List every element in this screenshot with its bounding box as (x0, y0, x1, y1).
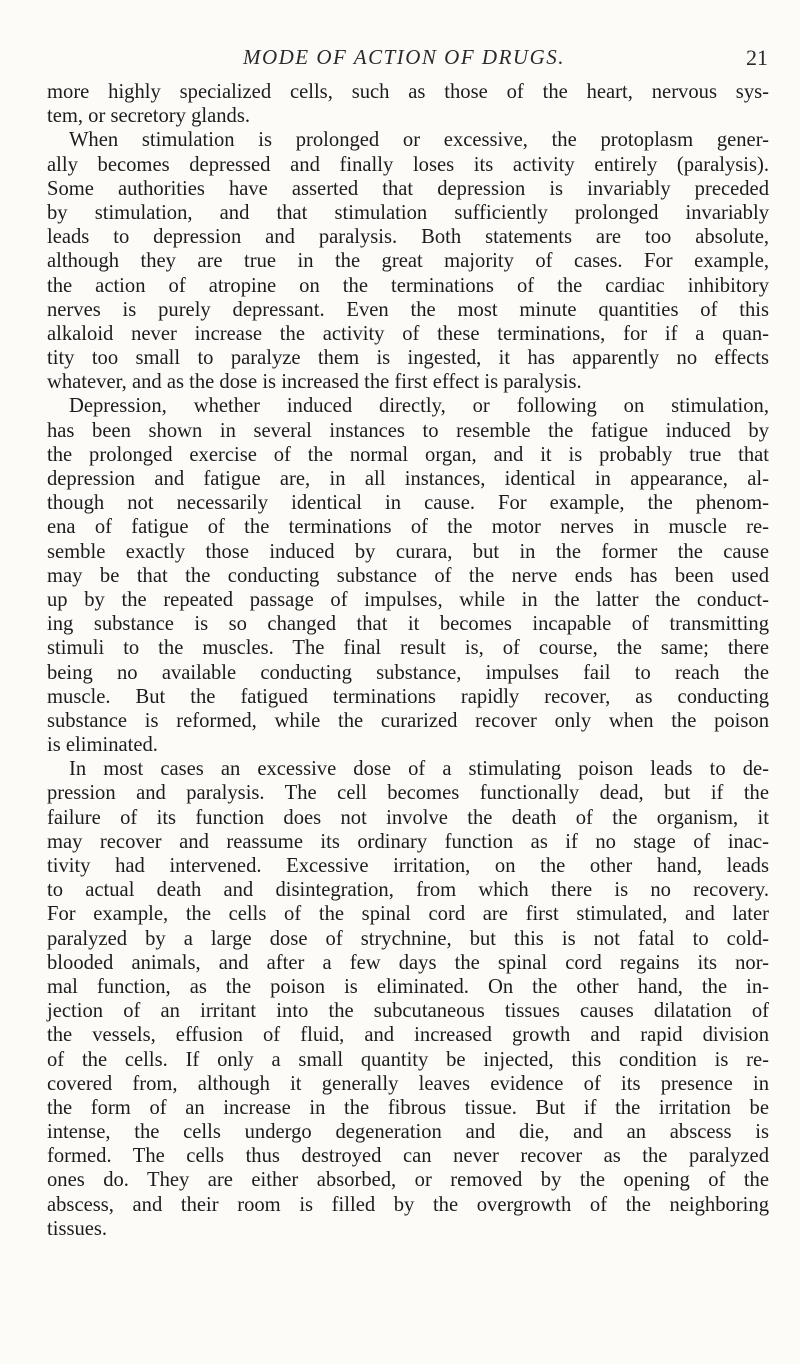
page-number: 21 (746, 45, 768, 70)
text-line: depression and fatigue are, in all instances, identical in appearance, al- (47, 468, 769, 490)
text-line: paralyzed by a large dose of strychnine, but this is not fatal to cold- (47, 927, 769, 950)
text-line: leads to depression and paralysis. Both statements are too absolute, (47, 226, 769, 249)
text-line: tity too small to paralyze them is ingested, it has apparently no effects (47, 347, 769, 370)
paragraph-first-line: Depression, whether induced directly, or following on stimulation, (69, 395, 769, 418)
text-line: the action of atropine on the terminations of the cardiac inhibitory (47, 274, 769, 297)
text-line: nerves is purely depressant. Even the most minute quantities of this (47, 298, 769, 321)
text-line: tivity had intervened. Excessive irritation, on the other hand, leads (47, 855, 769, 877)
text-line: ones do. They are either absorbed, or removed by the opening of the (47, 1169, 769, 1192)
paragraph-first-line: When stimulation is prolonged or excessive, the protoplasm gener- (69, 129, 769, 152)
text-line: although they are true in the great majority of cases. For example, (47, 250, 769, 273)
text-line: the vessels, effusion of fluid, and increased growth and rapid division (47, 1024, 769, 1047)
text-line: ally becomes depressed and finally loses its activity entirely (paralysis). (47, 153, 769, 176)
text-line: mal function, as the poison is eliminated. On the other hand, the in- (47, 975, 769, 998)
text-line: jection of an irritant into the subcutaneous tissues causes dilatation of (47, 1000, 769, 1023)
paragraph-first-line: In most cases an excessive dose of a stimulating poison leads to de- (69, 758, 769, 781)
running-title: MODE OF ACTION OF DRUGS. (242, 45, 565, 69)
text-line: intense, the cells undergo degeneration and die, and an abscess is (47, 1121, 769, 1144)
text-line: the form of an increase in the fibrous tissue. But if the irritation be (47, 1096, 769, 1119)
text-line: tissues. (47, 1217, 108, 1240)
text-line: is eliminated. (47, 734, 158, 757)
text-line: abscess, and their room is filled by the overgrowth of the neighboring (47, 1193, 769, 1216)
text-line: by stimulation, and that stimulation sufficiently prolonged invariably (47, 201, 769, 224)
text-line: ena of fatigue of the terminations of the motor nerves in muscle re- (47, 516, 769, 539)
text-line: may recover and reassume its ordinary function as if no stage of inac- (47, 830, 769, 853)
text-line: tem, or secretory glands. (47, 105, 251, 128)
text-line: being no available conducting substance, impulses fail to reach the (47, 661, 769, 684)
text-line: to actual death and disintegration, from which there is no recovery. (47, 879, 769, 902)
text-line: blooded animals, and after a few days the spinal cord regains its nor- (47, 951, 769, 974)
text-line: more highly specialized cells, such as those of the heart, nervous sys- (47, 81, 769, 103)
text-line: the prolonged exercise of the normal organ, and it is probably true that (47, 443, 769, 466)
text-line: of the cells. If only a small quantity be injected, this condition is re- (47, 1048, 769, 1071)
text-line: has been shown in several instances to resemble the fatigue induced by (47, 419, 769, 442)
text-line: failure of its function does not involve the death of the organism, it (47, 806, 769, 829)
text-line: may be that the conducting substance of the nerve ends has been used (47, 564, 769, 587)
text-line: muscle. But the fatigued terminations rapidly recover, as conducting (47, 685, 769, 708)
text-line: covered from, although it generally leaves evidence of its presence in (47, 1072, 769, 1095)
text-line: For example, the cells of the spinal cord are first stimulated, and later (47, 903, 769, 926)
text-line: pression and paralysis. The cell becomes functionally dead, but if the (47, 782, 769, 805)
text-line: stimuli to the muscles. The final result is, of course, the same; there (47, 637, 769, 660)
text-line: alkaloid never increase the activity of these terminations, for if a quan- (47, 322, 769, 345)
body-text (47, 80, 769, 1241)
text-line: though not necessarily identical in cause. For example, the phenom- (47, 492, 769, 515)
running-head (40, 45, 768, 75)
text-line: up by the repeated passage of impulses, while in the latter the conduct- (47, 588, 769, 611)
text-line: Some authorities have asserted that depression is invariably preceded (47, 177, 769, 200)
text-line: substance is reformed, while the curarized recover only when the poison (47, 709, 769, 732)
text-line: semble exactly those induced by curara, but in the former the cause (47, 540, 769, 563)
text-line: formed. The cells thus destroyed can never recover as the paralyzed (47, 1145, 769, 1168)
text-line: ing substance is so changed that it becomes incapable of transmitting (47, 613, 769, 636)
text-line: whatever, and as the dose is increased the first effect is paralysis. (47, 371, 582, 394)
